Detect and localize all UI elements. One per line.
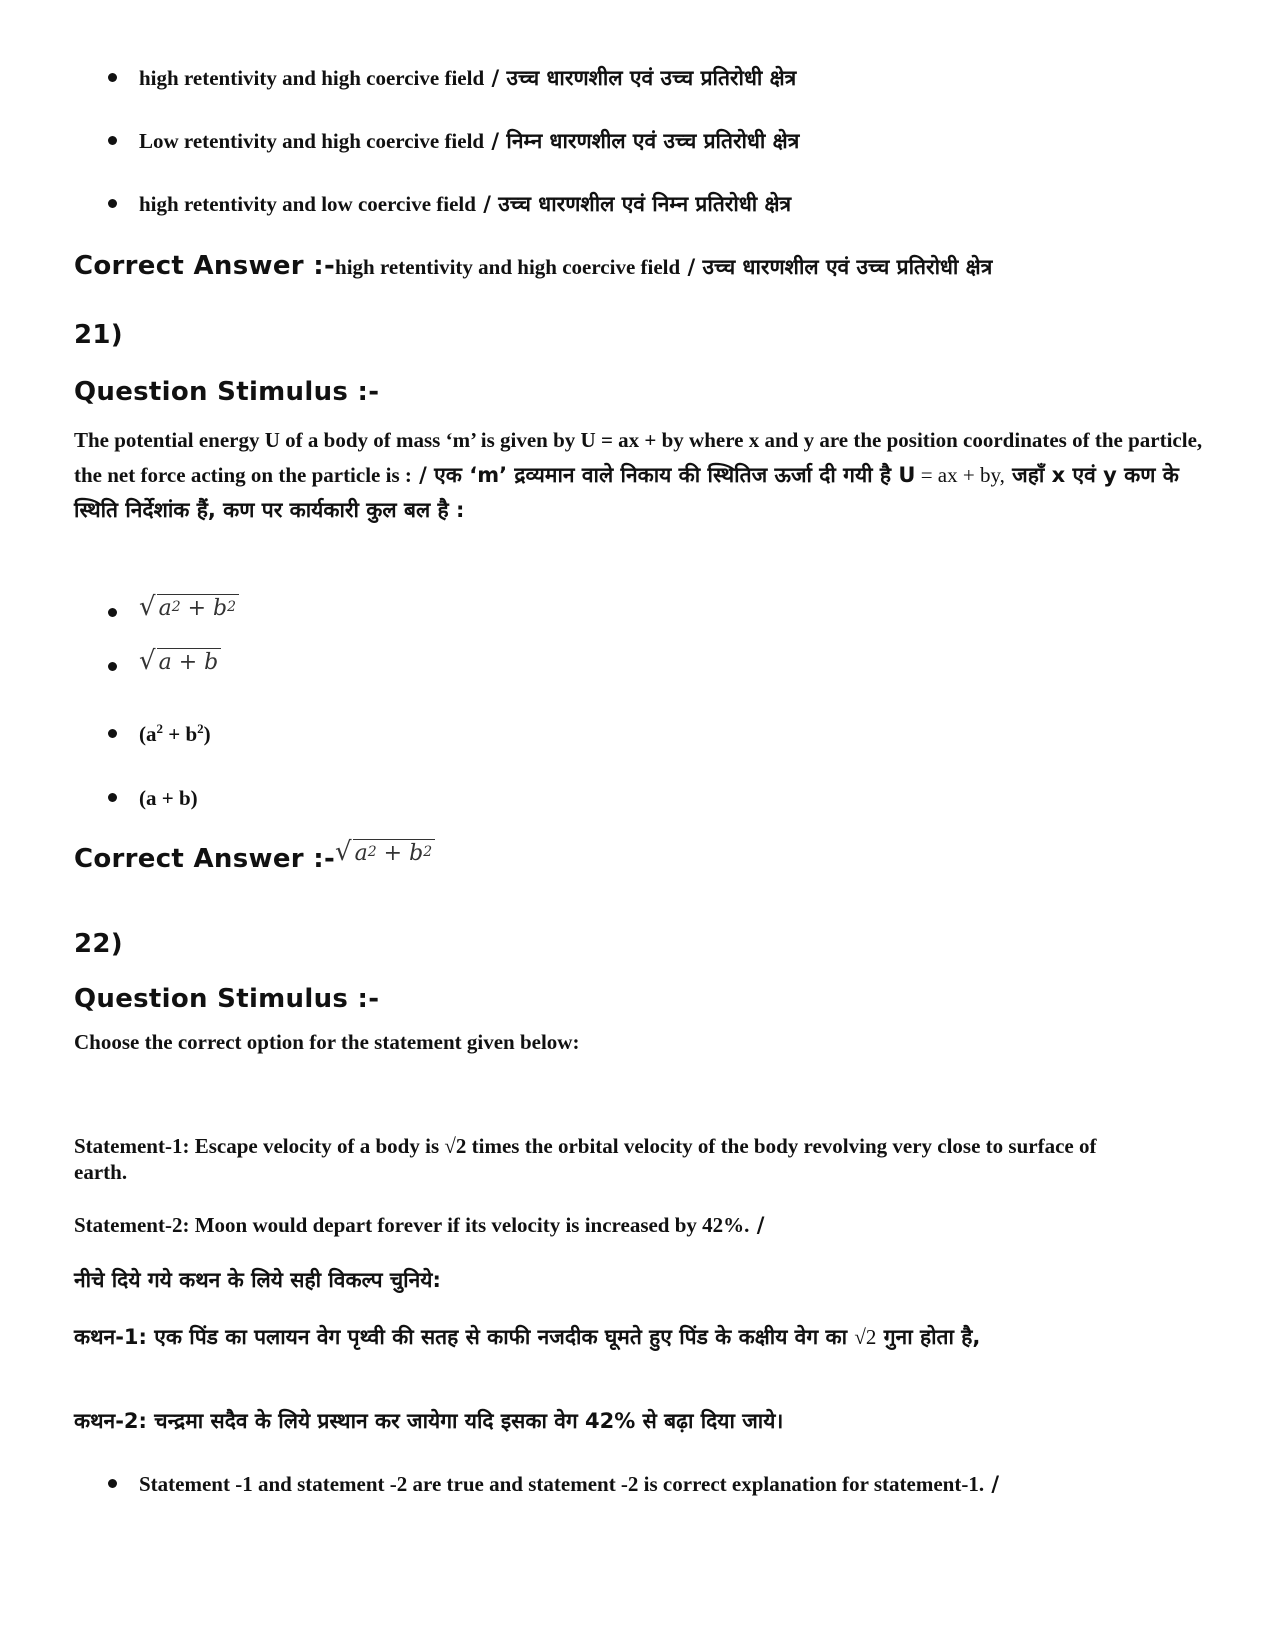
stimulus-label: Question Stimulus :- bbox=[74, 377, 380, 407]
sqrt-expression: √ $a^2 + b^2$ bbox=[139, 594, 239, 621]
radical-icon: √ bbox=[335, 837, 352, 867]
correct-answer: Correct Answer :- high retentivity and high coercive field / उच्च धारणशील एवं उच्च प्रतिरोधी क्षेत्र bbox=[74, 251, 993, 281]
option-item[interactable]: $(a^2 + b^2)$ bbox=[108, 722, 211, 747]
hindi-intro: नीचे दिये गये कथन के लिये सही विकल्प चुनिये: bbox=[74, 1268, 441, 1292]
question-stimulus: The potential energy U of a body of mass ‘m’ is given by U = ax + by where x and y are the position coordinates of the particle, the net force acting on the particle is : / एक ‘m’ द्रव्यमान वाले निकाय की स्थितिज ऊर्जा दी गयी है U = ax + by, जहाँ x एवं y कण के स्थिति निर्देशांक हैं, कण पर कार्यकारी कुल बल है : bbox=[74, 428, 1203, 522]
statement-1: Statement-1: Escape velocity of a body is √2 times the orbital velocity of the body revolving very close to surface of earth. bbox=[74, 1134, 1097, 1184]
bullet-icon bbox=[108, 1479, 117, 1488]
stimulus-label: Question Stimulus :- bbox=[74, 984, 380, 1014]
hindi-statement-2: कथन-2: चन्द्रमा सदैव के लिये प्रस्थान कर जायेगा यदि इसका वेग 42% से बढ़ा दिया जाये। bbox=[74, 1409, 784, 1433]
statement-2: Statement-2: Moon would depart forever if its velocity is increased by 42%. / bbox=[74, 1213, 765, 1237]
option-item[interactable]: high retentivity and high coercive field / उच्च धारणशील एवं उच्च प्रतिरोधी क्षेत्र bbox=[108, 64, 796, 92]
option-item[interactable]: (a + b) bbox=[108, 786, 198, 811]
bullet-icon bbox=[108, 136, 117, 145]
bullet-icon bbox=[108, 793, 117, 802]
question-number: 21) bbox=[74, 320, 123, 350]
hindi-statement-1: कथन-1: एक पिंड का पलायन वेग पृथ्वी की सतह से काफी नजदीक घूमते हुए पिंड के कक्षीय वेग का √2 गुना होता है, bbox=[74, 1325, 981, 1349]
option-item[interactable] bbox=[108, 594, 239, 621]
option-item[interactable]: Low retentivity and high coercive field / निम्न धारणशील एवं उच्च प्रतिरोधी क्षेत्र bbox=[108, 127, 799, 155]
correct-answer: Correct Answer :- √ $a^2 + b^2$ bbox=[74, 846, 435, 876]
bullet-icon bbox=[108, 662, 117, 671]
bullet-icon bbox=[108, 73, 117, 82]
sqrt-expression: √ a + b bbox=[139, 648, 221, 675]
bullet-icon bbox=[108, 729, 117, 738]
radical-icon: √ bbox=[139, 592, 156, 622]
sqrt-expression: √ $a^2 + b^2$ bbox=[335, 839, 435, 866]
bullet-icon bbox=[108, 199, 117, 208]
option-item[interactable]: high retentivity and low coercive field / उच्च धारणशील एवं निम्न प्रतिरोधी क्षेत्र bbox=[108, 190, 791, 218]
question-number: 22) bbox=[74, 929, 123, 959]
radical-icon: √ bbox=[139, 646, 156, 676]
option-item[interactable] bbox=[108, 648, 221, 675]
option-item[interactable]: Statement -1 and statement -2 are true and statement -2 is correct explanation for statement-1. / bbox=[108, 1472, 999, 1497]
bullet-icon bbox=[108, 608, 117, 617]
stimulus-intro: Choose the correct option for the statement given below: bbox=[74, 1030, 580, 1054]
